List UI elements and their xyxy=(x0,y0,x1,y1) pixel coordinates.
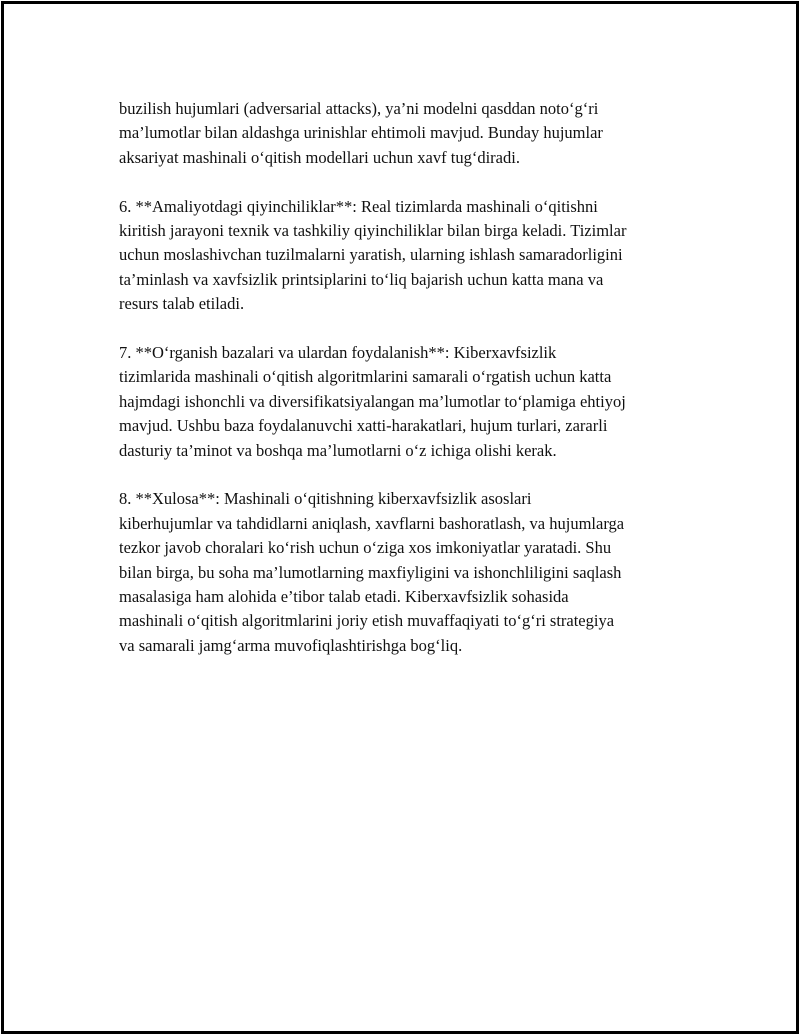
paragraph-practical-difficulties: 6. **Amaliyotdagi qiyinchiliklar**: Real tizimlarda mashinali o‘qitishni kiritish jarayoni texnik va tashkiliy qiyinchiliklar bilan birga keladi. Tizimlar uchun moslashivchan tuzilmalarni yaratish, ularning ishlash samaradorligini ta’minlash va xavfsizlik printsiplarini to‘liq bajarish uchun katta mana va resurs talab etiladi. xyxy=(119,196,627,314)
paragraph-learning-bases: 7. **O‘rganish bazalari va ulardan foydalanish**: Kiberxavfsizlik tizimlarida mashinali o‘qitish algoritmlarini samarali o‘rgatish uchun katta hajmdagi ishonchli va diversifikatsiyalangan ma’lumotlar to‘plamiga ehtiyoj mavjud. Ushbu baza foydalanuvchi xatti-harakatlari, hujum turlari, zararli dasturiy ta’minot va boshqa ma’lumotlarni o‘z ichiga olishi kerak. xyxy=(119,343,626,460)
document-body xyxy=(119,97,699,658)
paragraph-conclusion: 8. **Xulosa**: Mashinali o‘qitishning kiberxavfsizlik asoslari kiberhujumlar va tahdidlarni aniqlash, xavflarni bashoratlash, va hujumlarga tezkor javob choralari ko‘rish uchun o‘ziga xos imkoniyatlar yaratadi. Shu bilan birga, bu soha ma’lumotlarning maxfiyligini va ishonchliligini saqlash masalasiga ham alohida e’tibor talab etadi. Kiberxavfsizlik sohasida mashinali o‘qitish algoritmlarini joriy etish muvaffaqiyati to‘g‘ri strategiya va samarali jamg‘arma muvofiqlashtirishga bog‘liq. xyxy=(119,489,625,655)
paragraph-continuation: buzilish hujumlari (adversarial attacks), ya’ni modelni qasddan noto‘g‘ri ma’lumotlar bilan aldashga urinishlar ehtimoli mavjud. Bunday hujumlar aksariyat mashinali o‘qitish modellari uchun xavf tug‘diradi. xyxy=(119,99,603,167)
page-frame xyxy=(1,1,799,1034)
